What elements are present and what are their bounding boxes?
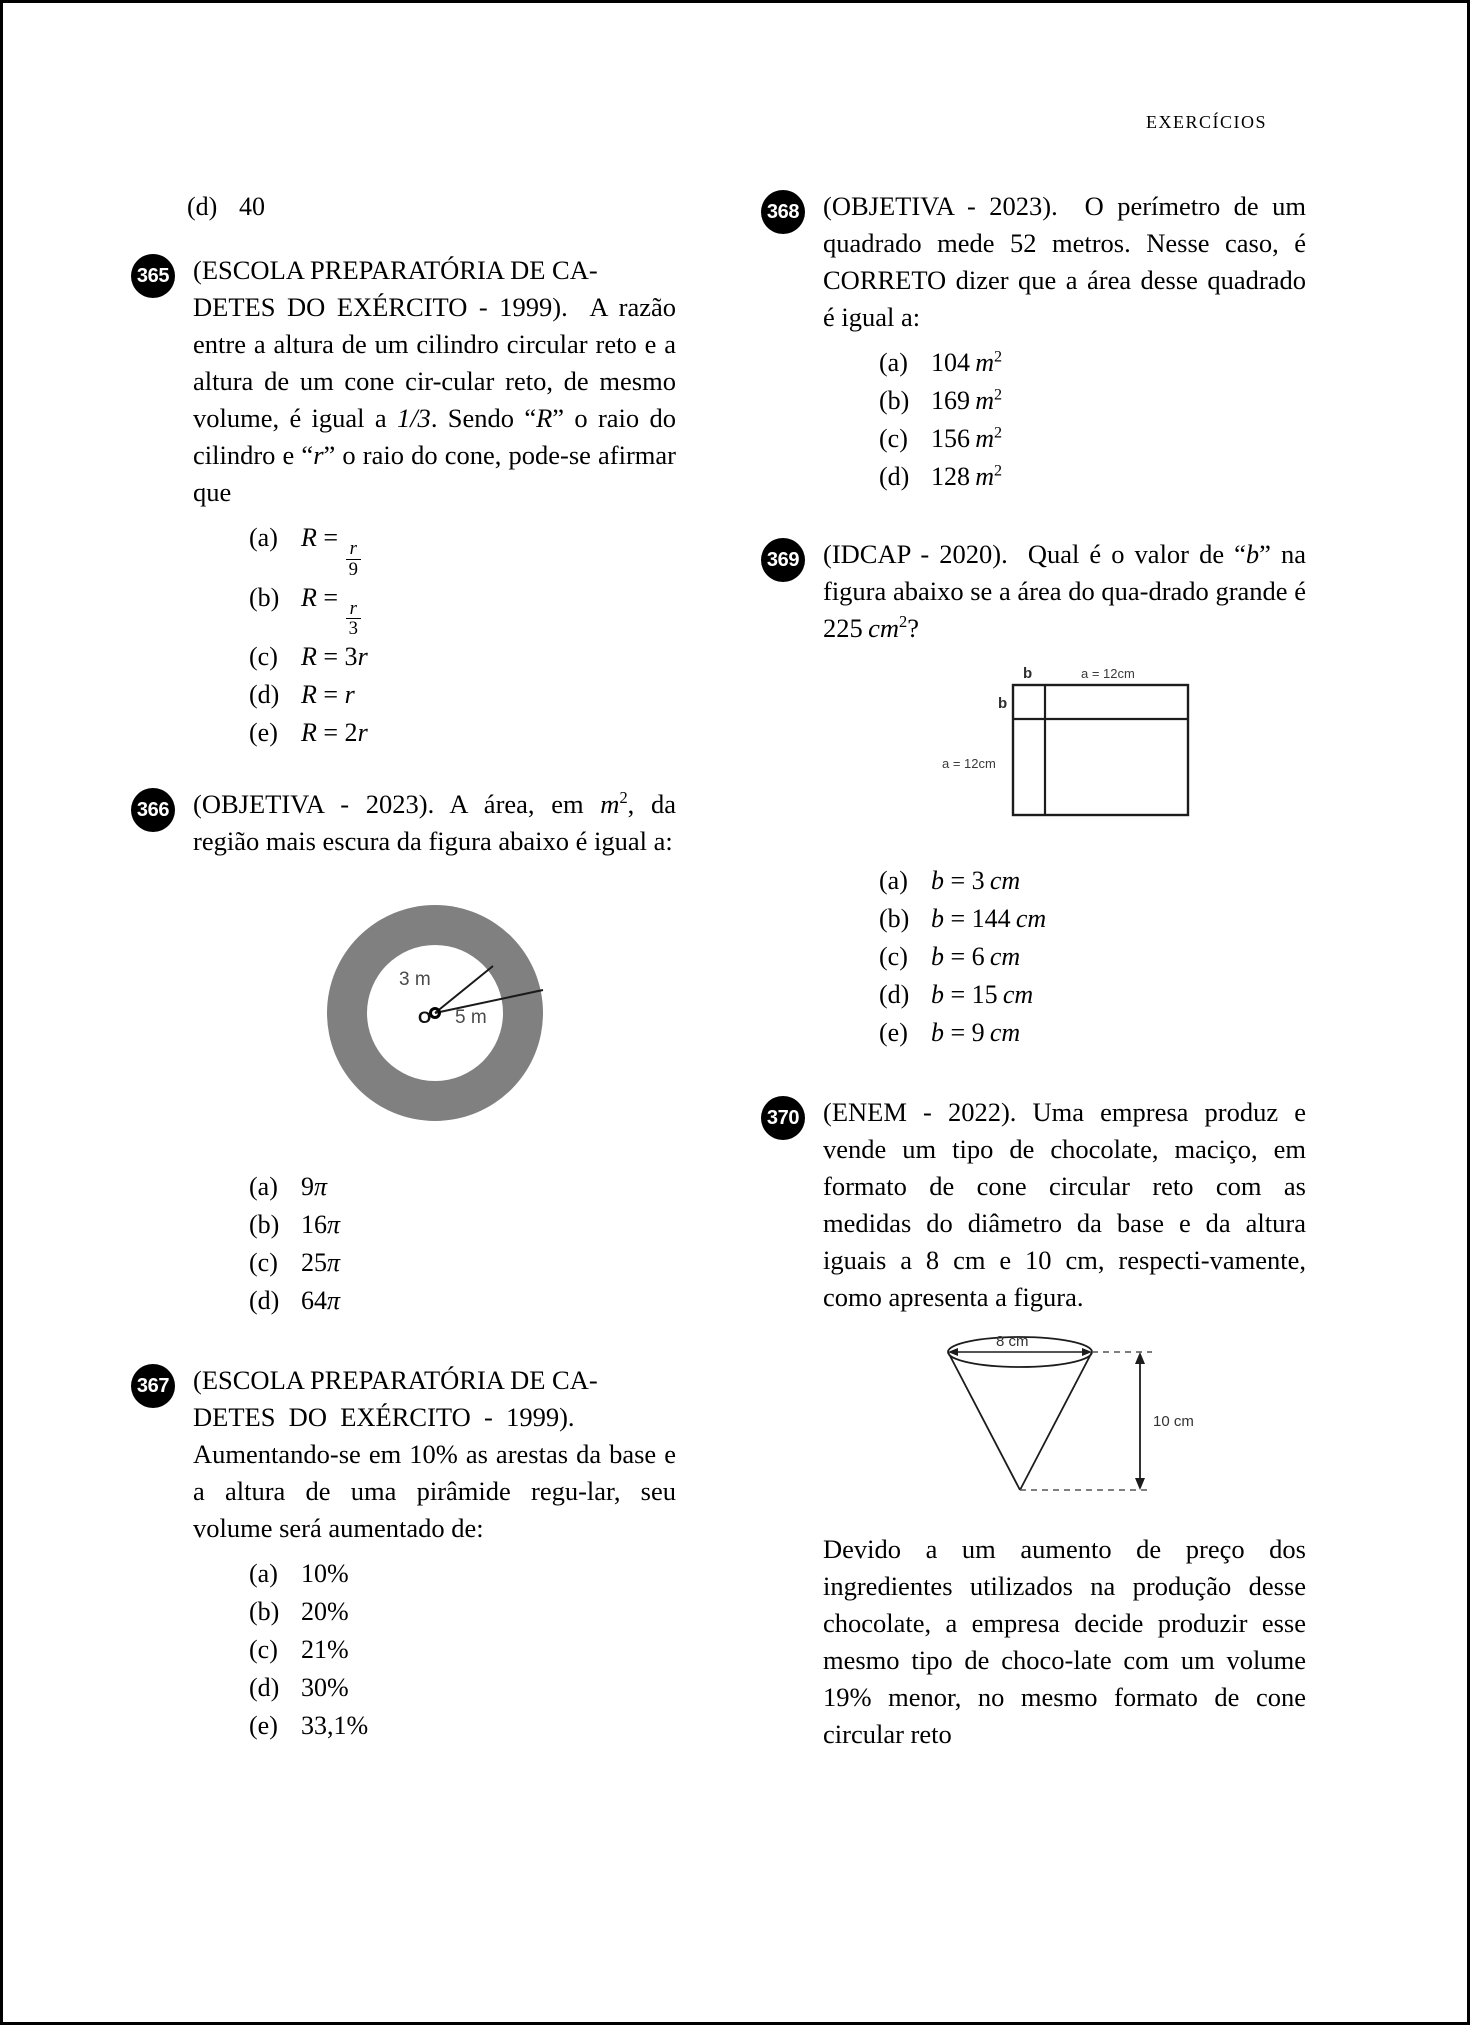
option-value: 128 $m^2$ xyxy=(931,462,1003,491)
option-label: (c) xyxy=(249,1635,278,1665)
orphan-option-d xyxy=(131,188,676,226)
figure-cone xyxy=(823,1330,1306,1505)
option-label: (a) xyxy=(249,1559,278,1589)
option-value: R = 2r xyxy=(301,718,368,748)
option-value: 21% xyxy=(301,1635,349,1665)
option-value: 40 xyxy=(239,192,265,221)
option-item[interactable] xyxy=(823,938,1306,976)
option-value: 64π xyxy=(301,1286,341,1316)
option-label: (e) xyxy=(249,1711,278,1741)
option-label: (b) xyxy=(249,582,280,612)
option-item[interactable] xyxy=(193,1206,676,1244)
option-value: b = 9 cm xyxy=(931,1018,1021,1047)
option-value: b = 15 cm xyxy=(931,980,1034,1009)
option-label: (d) xyxy=(879,462,910,491)
annulus-svg xyxy=(290,898,580,1128)
option-value: 104 $m^2$ xyxy=(931,348,1003,377)
center-label: O xyxy=(417,1008,431,1028)
options-365 xyxy=(193,519,676,752)
question-number-badge: 369 xyxy=(761,538,805,582)
option-label: (c) xyxy=(249,1248,278,1278)
option-value: b = 144 cm xyxy=(931,904,1047,933)
outer-radius-label: 5 m xyxy=(454,1007,487,1029)
figure-divided-square xyxy=(823,663,1306,828)
option-item[interactable] xyxy=(193,1631,676,1669)
question-367 xyxy=(136,1362,676,1745)
outer-square xyxy=(1013,685,1188,815)
option-item[interactable] xyxy=(823,1014,1306,1052)
option-label: (b) xyxy=(879,386,910,415)
height-arrow-bottom xyxy=(1135,1478,1145,1490)
option-label: (d) xyxy=(187,192,218,221)
question-368 xyxy=(766,188,1306,496)
diameter-label: 8 cm xyxy=(995,1333,1029,1350)
label-left-small: b xyxy=(997,695,1007,712)
option-value: 33,1% xyxy=(301,1711,369,1741)
option-label: (b) xyxy=(879,904,910,933)
question-number-badge: 368 xyxy=(761,190,805,234)
right-column xyxy=(761,188,1306,1779)
page-header: exercícios xyxy=(1145,107,1267,134)
option-item[interactable] xyxy=(193,638,676,676)
cone-right-edge xyxy=(1020,1352,1092,1490)
question-number-badge: 367 xyxy=(131,1364,175,1408)
option-item[interactable] xyxy=(823,900,1306,938)
option-item[interactable] xyxy=(193,1707,676,1745)
question-text: (ENEM - 2022). Uma empresa produz e vende um tipo de chocolate, maciço, em formato de cone circular reto com as medidas do diâmetro da base e da altura iguais a 8 cm e 10 cm, respecti-vamente, como apresenta a figura. xyxy=(823,1097,1306,1312)
option-value: R = $\frac{r}{3}$ xyxy=(301,579,362,639)
option-value: 30% xyxy=(301,1673,349,1703)
option-value: 16π xyxy=(301,1210,341,1240)
option-item[interactable] xyxy=(193,1244,676,1282)
option-item[interactable] xyxy=(823,976,1306,1014)
option-value: 25π xyxy=(301,1248,341,1278)
option-item[interactable] xyxy=(823,344,1306,382)
option-label: (d) xyxy=(249,1286,280,1316)
option-label: (a) xyxy=(879,866,908,895)
options-368 xyxy=(823,344,1306,496)
height-arrow-top xyxy=(1135,1352,1145,1364)
label-left-large: a = 12cm xyxy=(941,756,996,771)
option-label: (c) xyxy=(879,942,908,971)
option-item[interactable] xyxy=(193,1593,676,1631)
cone-left-edge xyxy=(948,1352,1020,1490)
option-item[interactable] xyxy=(193,714,676,752)
option-value: b = 3 cm xyxy=(931,866,1021,895)
height-label: 10 cm xyxy=(1152,1413,1194,1430)
option-label: (a) xyxy=(249,523,278,552)
question-number-badge: 370 xyxy=(761,1096,805,1140)
question-365 xyxy=(136,252,677,752)
options-369 xyxy=(823,862,1306,1052)
divided-square-svg xyxy=(895,663,1235,828)
options-367 xyxy=(193,1555,676,1745)
question-text: (ESCOLA PREPARATÓRIA DE CA- DETES DO EXÉRCITO - 1999). A razão entre a altura de um cilindro circular reto e a altura de um cone cir-cular reto, de mesmo volume, é igual a 1/3. Sendo “R” o raio do cilindro e “r” o raio do cone, pode-se afirmar que xyxy=(193,255,677,507)
option-value: R = $\frac{r}{9}$ xyxy=(301,519,362,579)
option-label: (e) xyxy=(249,718,278,748)
option-item[interactable] xyxy=(823,458,1306,496)
option-item[interactable] xyxy=(823,420,1306,458)
option-item[interactable] xyxy=(193,519,676,579)
question-after-text: Devido a um aumento de preço dos ingredientes utilizados na produção desse chocolate, a empresa decide produzir esse mesmo tipo de choco-late com um volume 19% menor, no mesmo formato de cone circular reto xyxy=(823,1534,1306,1749)
question-text: (ESCOLA PREPARATÓRIA DE CA- DETES DO EXÉRCITO - 1999). Aumentando-se em 10% as arestas da base e a altura de uma pirâmide regu-lar, seu volume será aumentado de: xyxy=(193,1365,676,1544)
option-item[interactable] xyxy=(193,1669,676,1707)
question-369 xyxy=(766,536,1306,1052)
option-label: (c) xyxy=(879,424,908,453)
question-number-badge: 366 xyxy=(131,788,175,832)
option-label: (a) xyxy=(879,348,908,377)
question-370 xyxy=(766,1094,1306,1753)
options-366 xyxy=(193,1168,676,1320)
option-label: (d) xyxy=(249,1673,280,1703)
option-value: b = 6 cm xyxy=(931,942,1021,971)
cone-svg xyxy=(900,1330,1230,1505)
option-item[interactable] xyxy=(193,1282,676,1320)
option-value: 9π xyxy=(301,1172,328,1202)
option-label: (d) xyxy=(879,980,910,1009)
question-text: (IDCAP - 2020). Qual é o valor de “b” na figura abaixo se a área do qua-drado grande é 225 $cm^2$? xyxy=(823,539,1306,643)
option-label: (e) xyxy=(879,1018,908,1047)
question-text: (OBJETIVA - 2023). A área, em $m^2$, da região mais escura da figura abaixo é igual a: xyxy=(193,788,676,857)
option-item[interactable] xyxy=(193,579,676,639)
question-366 xyxy=(136,786,676,1320)
figure-annulus xyxy=(193,898,676,1128)
left-column xyxy=(131,188,676,1779)
option-label: (b) xyxy=(249,1597,280,1627)
label-top-large: a = 12cm xyxy=(1080,666,1135,681)
question-number-badge: 365 xyxy=(131,254,175,298)
option-label: (b) xyxy=(249,1210,280,1240)
option-value: R = 3r xyxy=(301,642,368,672)
option-label: (c) xyxy=(249,642,278,672)
option-value: R = r xyxy=(301,680,355,710)
option-value: 169 $m^2$ xyxy=(931,386,1003,415)
option-item[interactable] xyxy=(193,676,676,714)
option-value: 156 $m^2$ xyxy=(931,424,1003,453)
option-item[interactable] xyxy=(823,382,1306,420)
option-label: (a) xyxy=(249,1172,278,1202)
option-value: 10% xyxy=(301,1559,349,1589)
label-top-small: b xyxy=(1022,665,1032,682)
option-item[interactable] xyxy=(193,1168,676,1206)
option-item[interactable] xyxy=(823,862,1306,900)
option-label: (d) xyxy=(249,680,280,710)
two-column-layout xyxy=(131,188,1306,1779)
option-item[interactable] xyxy=(193,1555,676,1593)
inner-radius-label: 3 m xyxy=(398,969,431,991)
question-text: (OBJETIVA - 2023). O perímetro de um quadrado mede 52 metros. Nesse caso, é CORRETO dizer que a área desse quadrado é igual a: xyxy=(823,191,1306,332)
option-value: 20% xyxy=(301,1597,349,1627)
